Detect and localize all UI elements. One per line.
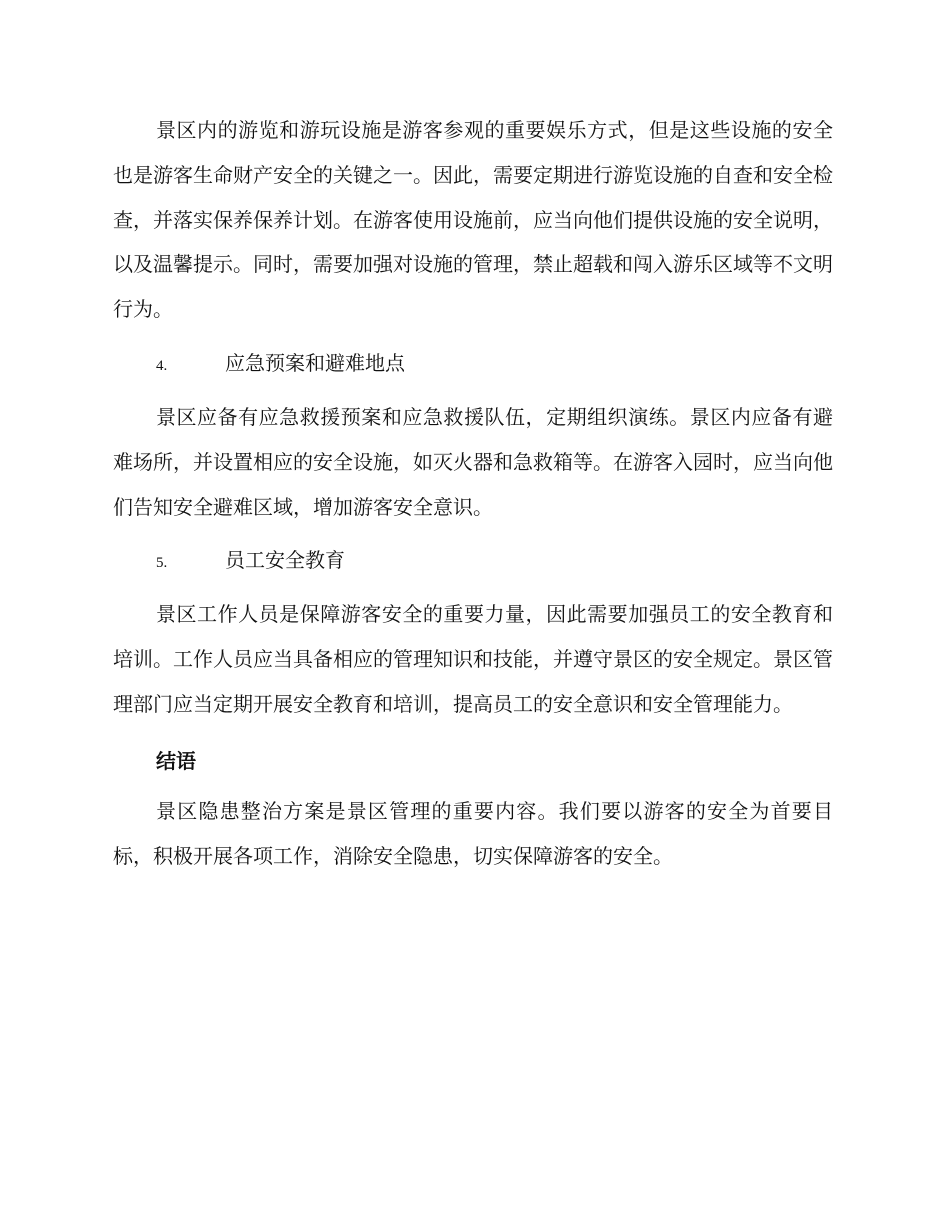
paragraph-conclusion: 景区隐患整治方案是景区管理的重要内容。我们要以游客的安全为首要目标，积极开展各项工作，消除安全隐患，切实保障游客的安全。 bbox=[113, 798, 833, 868]
section-title: 应急预案和避难地点 bbox=[225, 350, 405, 375]
section-heading-staff-education bbox=[113, 544, 833, 588]
section-heading-emergency bbox=[113, 347, 833, 391]
paragraph-staff-education: 景区工作人员是保障游客安全的重要力量，因此需要加强员工的安全教育和培训。工作人员应当具备相应的管理知识和技能，并遵守景区的安全规定。景区管理部门应当定期开展安全教育和培训，提高员工的安全意识和安全管理能力。 bbox=[113, 602, 833, 716]
document-page bbox=[113, 108, 833, 878]
paragraph-emergency-plan: 景区应备有应急救援预案和应急救援队伍，定期组织演练。景区内应备有避难场所，并设置相应的安全设施，如灭火器和急救箱等。在游客入园时，应当向他们告知安全避难区域，增加游客安全意识。 bbox=[113, 404, 833, 519]
conclusion-heading: 结语 bbox=[156, 748, 196, 773]
section-title: 员工安全教育 bbox=[225, 548, 345, 573]
paragraph-facilities-safety: 景区内的游览和游玩设施是游客参观的重要娱乐方式，但是这些设施的安全也是游客生命财产安全的关键之一。因此，需要定期进行游览设施的自查和安全检查，并落实保养保养计划。在游客使用设施前，应当向他们提供设施的安全说明，以及温馨提示。同时，需要加强对设施的管理，禁止超载和闯入游乐区域等不文明行为。 bbox=[113, 118, 833, 322]
section-number: 4. bbox=[156, 357, 168, 374]
section-number: 5. bbox=[156, 555, 168, 572]
